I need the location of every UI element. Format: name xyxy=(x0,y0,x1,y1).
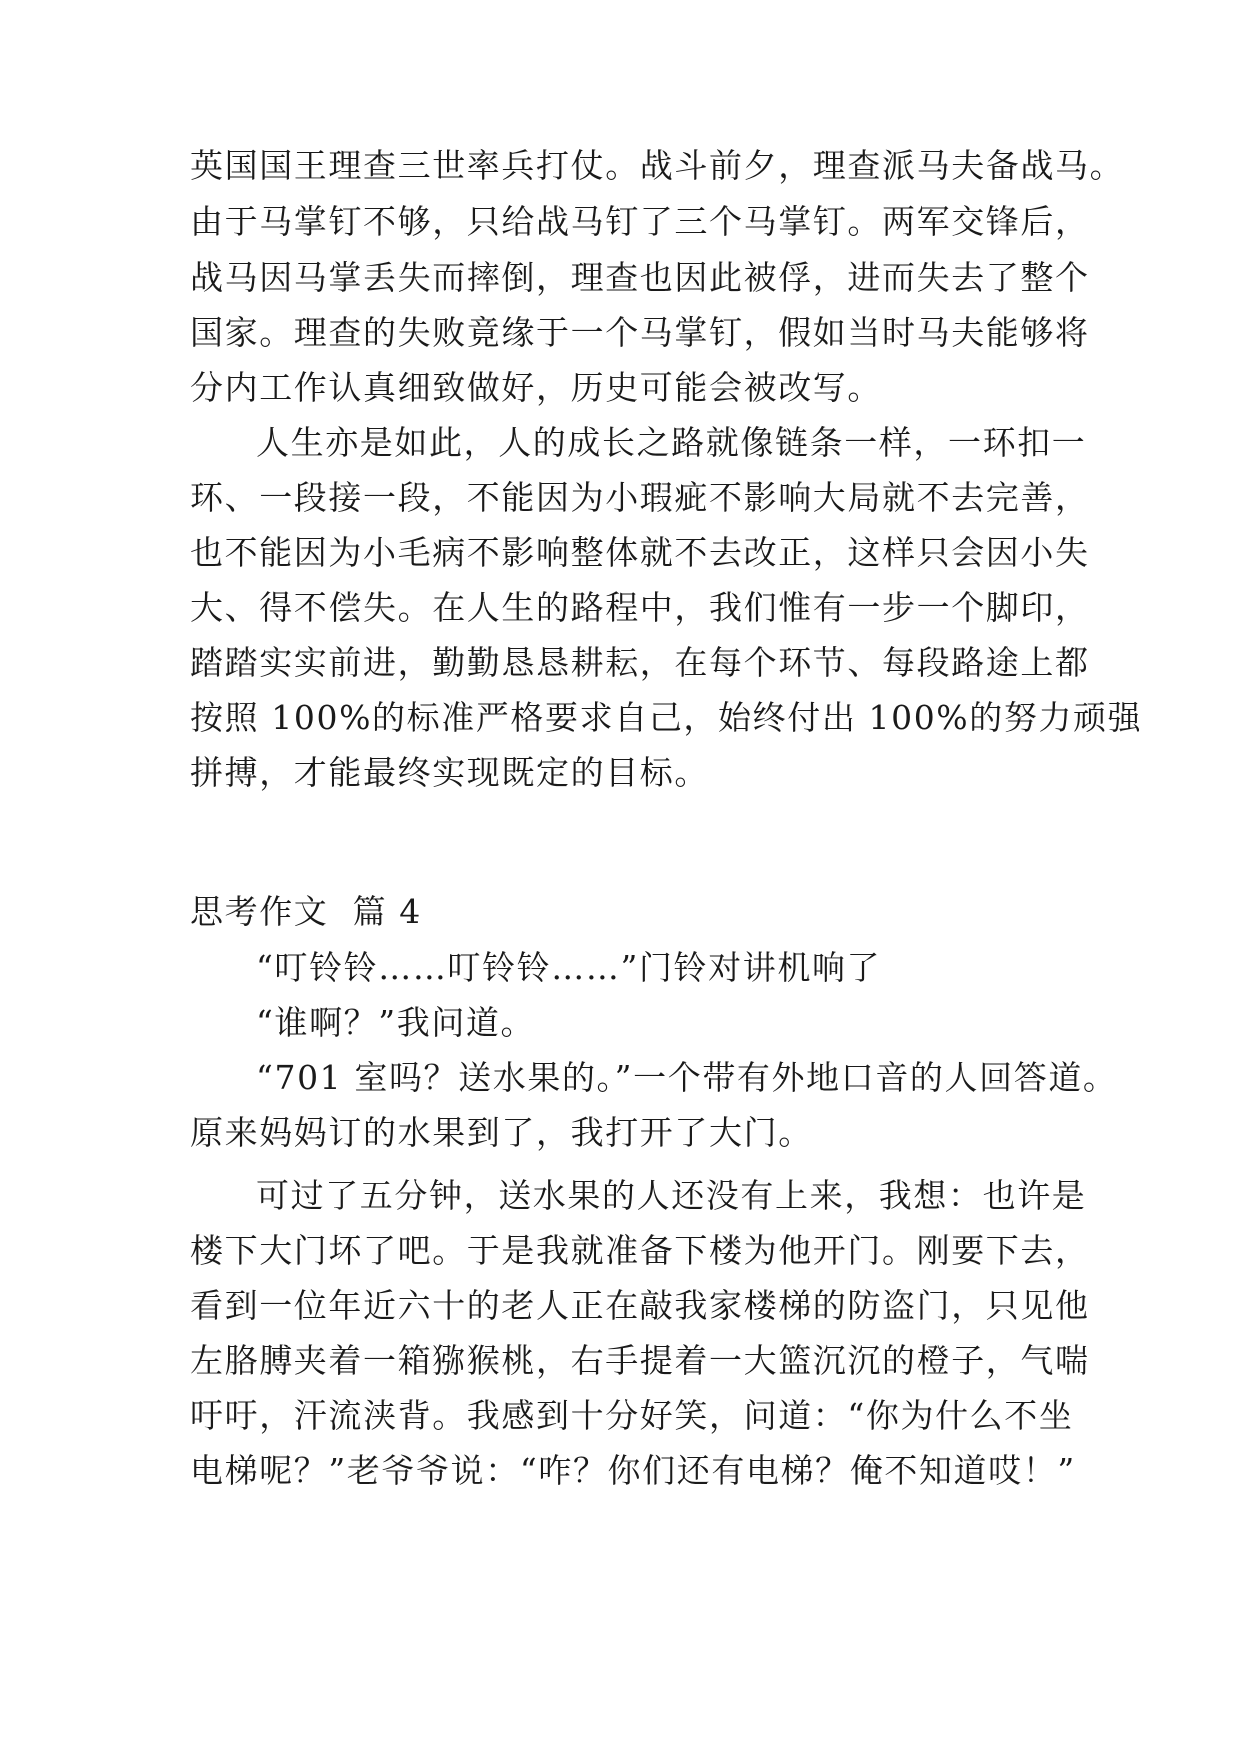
section-heading: 思考作文 篇 4 xyxy=(190,892,422,931)
paragraph-line: 由于马掌钉不够，只给战马钉了三个马掌钉。两军交锋后， xyxy=(190,202,1090,241)
paragraph-line: 踏踏实实前进，勤勤恳恳耕耘，在每个环节、每段路途上都 xyxy=(190,643,1090,682)
paragraph-line: 环、一段接一段，不能因为小瑕疵不影响大局就不去完善， xyxy=(190,478,1090,517)
paragraph-line: 左胳膊夹着一箱猕猴桃，右手提着一大篮沉沉的橙子，气喘 xyxy=(190,1341,1090,1380)
paragraph-line: 原来妈妈订的水果到了，我打开了大门。 xyxy=(190,1113,813,1152)
paragraph-line: 国家。理查的失败竟缘于一个马掌钉，假如当时马夫能够将 xyxy=(190,313,1090,352)
paragraph-line: 拼搏，才能最终实现既定的目标。 xyxy=(190,753,709,792)
paragraph-line: 英国国王理查三世率兵打仗。战斗前夕，理查派马夫备战马。 xyxy=(190,146,1125,185)
paragraph-line: 可过了五分钟，送水果的人还没有上来，我想：也许是 xyxy=(256,1176,1087,1215)
dialogue-line: “701 室吗？送水果的。”一个带有外地口音的人回答道。 xyxy=(256,1058,1118,1097)
paragraph-line: 看到一位年近六十的老人正在敲我家楼梯的防盗门，只见他 xyxy=(190,1286,1090,1325)
paragraph-line: 电梯呢？”老爷爷说：“咋？你们还有电梯？俺不知道哎！” xyxy=(190,1451,1076,1490)
paragraph-line: 战马因马掌丢失而摔倒，理查也因此被俘，进而失去了整个 xyxy=(190,258,1090,297)
paragraph-line: 楼下大门坏了吧。于是我就准备下楼为他开门。刚要下去， xyxy=(190,1231,1090,1270)
paragraph-line: 吁吁，汗流浃背。我感到十分好笑，问道：“你为什么不坐 xyxy=(190,1396,1074,1435)
dialogue-line: “叮铃铃……叮铃铃……”门铃对讲机响了 xyxy=(256,948,882,987)
paragraph-line: 大、得不偿失。在人生的路程中，我们惟有一步一个脚印， xyxy=(190,588,1090,627)
paragraph-line: 也不能因为小毛病不影响整体就不去改正，这样只会因小失 xyxy=(190,533,1090,572)
dialogue-line: “谁啊？”我问道。 xyxy=(256,1003,536,1042)
paragraph-line: 人生亦是如此，人的成长之路就像链条一样，一环扣一 xyxy=(256,423,1087,462)
paragraph-line: 按照 100%的标准严格要求自己，始终付出 100%的努力顽强 xyxy=(190,698,1143,737)
paragraph-line: 分内工作认真细致做好，历史可能会被改写。 xyxy=(190,368,882,407)
